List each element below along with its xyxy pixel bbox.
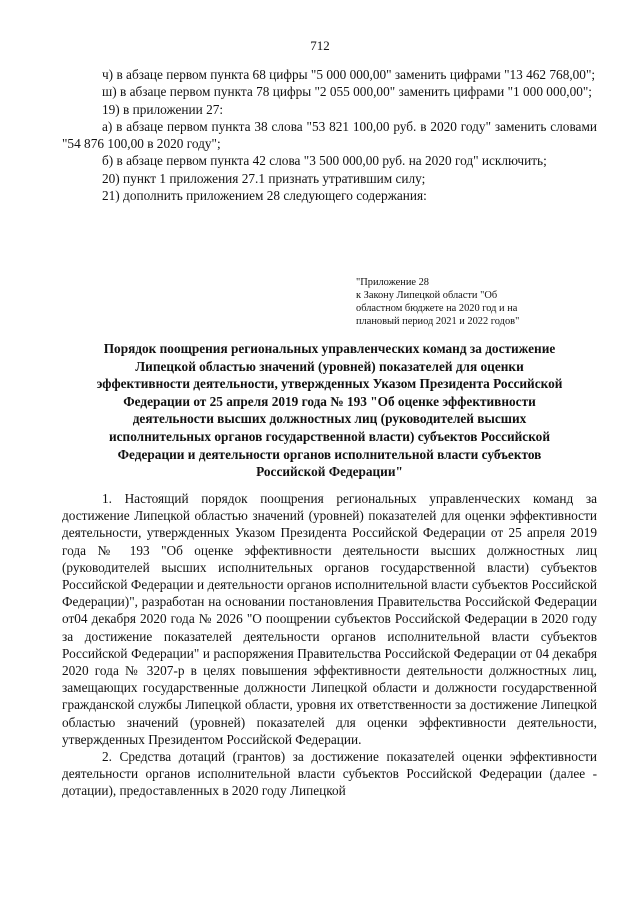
section-paragraph-1: 1. Настоящий порядок поощрения региональных управленческих команд за достижение Липецкой областью значений (уровней) показателей для оценки эффективности деятельности, утвержденных Указом Президента Российской Федерации от 25 апреля 2019 года № 193 "Об оценке эффективности деятельности высших должностных лиц (руководителей высших исполнительных органов государственной власти) субъектов Российской Федерации и деятельности органов исполнительной власти субъектов Российской Федерации)", разработан на основании постановления Правительства Российской Федерации от04 декабря 2020 года № 2026 "О поощрении субъектов Российской Федерации в 2020 году за достижение показателей деятельности органов исполнительной власти субъектов Российской Федерации" и распоряжения Правительства Российской Федерации от 04 декабря 2020 года № 3207-р в целях повышения эффективности деятельности должностных лиц, замещающих государственные должности Липецкой области и должности государственной гражданской службы Липецкой области, уровня их ответственности за достижение Липецкой областью значений (уровней) показателей для оценки эффективности деятельности, утвержденных Президентом Российской Федерации. (62, 491, 597, 747)
amendment-item: 19) в приложении 27: (102, 101, 224, 117)
amendment-item: б) в абзаце первом пункта 42 слова "3 500 000,00 руб. на 2020 год" исключить; (102, 153, 547, 169)
title-line: Федерации и деятельности органов исполнительной власти субъектов (117, 446, 542, 462)
amendment-item: ч) в абзаце первом пункта 68 цифры "5 000 000,00" заменить цифрами "13 462 768,00"; (102, 67, 596, 82)
amendments-list (62, 66, 597, 204)
appendix-note-line: к Закону Липецкой области "Об (356, 290, 498, 301)
title-line: Российской Федерации" (256, 464, 403, 480)
section-paragraph-2: 2. Средства дотаций (грантов) за достижение показателей оценки эффективности деятельности органов исполнительной власти субъектов Российской Федерации (далее - дотации), предоставленных в 2020 году Липецкой (62, 749, 597, 799)
title-line: Порядок поощрения региональных управленческих команд за достижение (103, 341, 556, 356)
amendment-item: 20) пункт 1 приложения 27.1 признать утратившим силу; (102, 170, 426, 186)
amendment-item: 21) дополнить приложением 28 следующего содержания: (102, 188, 427, 204)
title-line: исполнительных органов государственной власти) субъектов Российской (108, 428, 550, 444)
title-line: Липецкой областью значений (уровней) показателей для оценки (135, 358, 524, 374)
title-line: эффективности деятельности, утвержденных Указом Президента Российской (96, 376, 563, 392)
appendix-note-line: плановый период 2021 и 2022 годов" (356, 316, 520, 327)
appendix-note-line: "Приложение 28 (356, 277, 429, 288)
amendment-item: ш) в абзаце первом пункта 78 цифры "2 055 000,00" заменить цифрами "1 000 000,00"; (102, 84, 592, 100)
appendix-note (356, 276, 606, 328)
procedure-sections (62, 490, 597, 800)
page-number: 712 (310, 38, 330, 53)
amendment-item: а) в абзаце первом пункта 38 слова "53 821 100,00 руб. в 2020 году" заменить словами "54 876 100,00 в 2020 году"; (62, 118, 597, 152)
title-line: Федерации от 25 апреля 2019 года № 193 "Об оценке эффективности (123, 393, 536, 409)
appendix-note-line: областном бюджете на 2020 год и на (356, 303, 518, 314)
title-line: деятельности высших должностных лиц (руководителей высших (132, 411, 527, 427)
document-title (62, 340, 597, 481)
